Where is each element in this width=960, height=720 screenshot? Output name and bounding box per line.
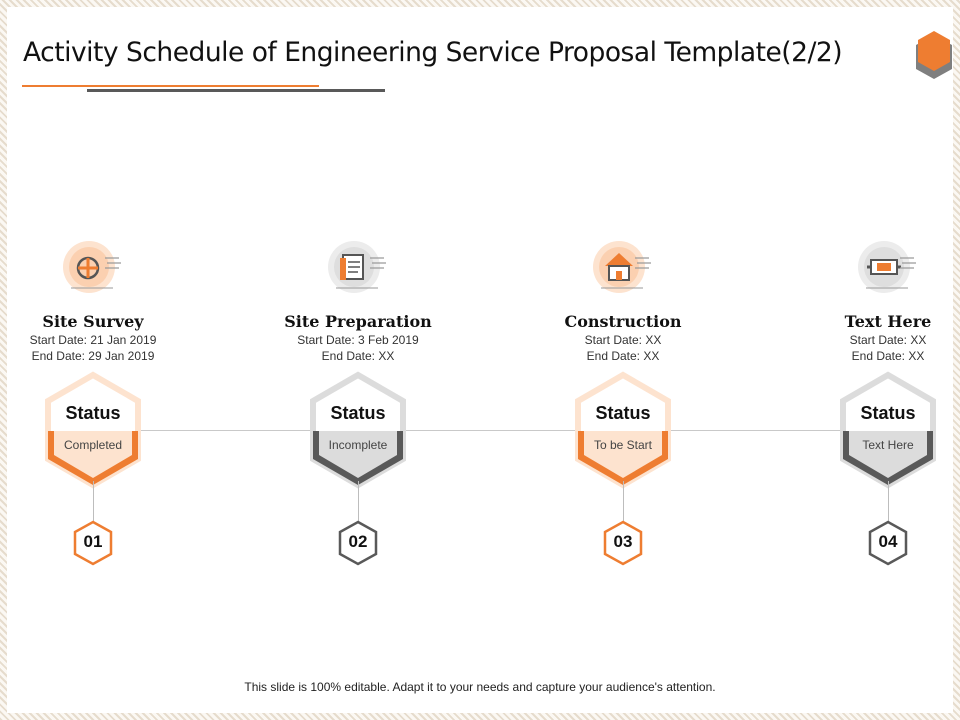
machine-icon: [856, 240, 920, 294]
step-end-date: End Date: XX: [586, 349, 660, 363]
status-label: Status: [595, 403, 651, 423]
status-hexagon: [838, 371, 938, 489]
status-value: Incomplete: [328, 438, 388, 452]
step-number: 04: [878, 532, 898, 551]
step-end-date: End Date: XX: [851, 349, 925, 363]
status-label: Status: [860, 403, 916, 423]
page-title: Activity Schedule of Engineering Service Proposal Template(2/2): [23, 37, 843, 68]
footer-note: This slide is 100% editable. Adapt it to your needs and capture your audience's attention.: [244, 680, 716, 694]
title-underline-accent: [22, 85, 319, 87]
connector-stem: [93, 481, 94, 521]
step-title: Text Here: [844, 312, 932, 331]
status-hexagon: [573, 371, 673, 489]
connector-stem: [623, 481, 624, 521]
step-start-date: Start Date: 21 Jan 2019: [29, 333, 157, 347]
status-label: Status: [330, 403, 386, 423]
hexagon-logo-icon: [912, 29, 956, 79]
status-value: Completed: [63, 438, 123, 452]
step-start-date: Start Date: XX: [584, 333, 662, 347]
step-title: Construction: [564, 312, 682, 331]
step-end-date: End Date: 29 Jan 2019: [31, 349, 155, 363]
step-start-date: Start Date: 3 Feb 2019: [297, 333, 419, 347]
step-start-date: Start Date: XX: [849, 333, 927, 347]
house-icon: [591, 240, 655, 294]
document-icon: [326, 240, 390, 294]
status-hexagon: [43, 371, 143, 489]
slide: [7, 7, 953, 713]
step-number: 03: [613, 532, 633, 551]
step-title: Site Survey: [42, 312, 144, 331]
title-underline-dark: [87, 89, 385, 92]
status-label: Status: [65, 403, 121, 423]
connector-stem: [888, 481, 889, 521]
status-value: To be Start: [593, 438, 653, 452]
step-number: 01: [83, 532, 103, 551]
status-hexagon: [308, 371, 408, 489]
timeline-line: [107, 430, 887, 431]
globe-icon: [61, 240, 125, 294]
connector-stem: [358, 481, 359, 521]
status-value: Text Here: [862, 438, 914, 452]
step-title: Site Preparation: [284, 312, 432, 331]
step-number: 02: [348, 532, 368, 551]
step-end-date: End Date: XX: [321, 349, 395, 363]
